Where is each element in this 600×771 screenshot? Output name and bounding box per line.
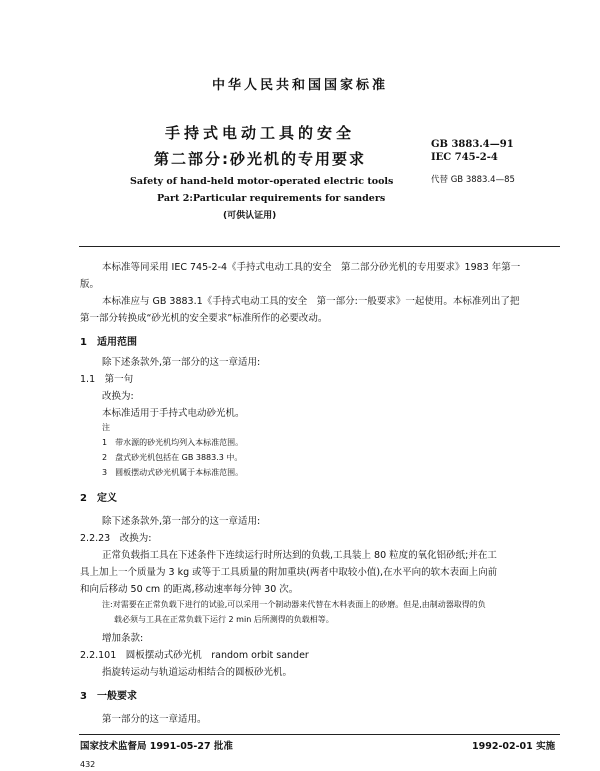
document-title-line2: 第二部分:砂光机的专用要求 [154,150,366,168]
header-divider [79,246,560,247]
note-1: 1 带水源的砂光机均列入本标准范围。 [102,438,244,447]
section2-note-line1: 注:对需要在正常负载下进行的试验,可以采用一个制动器来代替在木料表面上的砂磨。但是,由制动器取得的负 [102,600,486,609]
note-3: 3 圆板摆动式砂光机属于本标准范围。 [102,468,244,477]
approval-note: 国家技术监督局 1991-05-27 批准 [80,741,233,752]
section3-heading: 3 一般要求 [80,691,137,702]
english-title-line1: Safety of hand-held motor-operated electric tools [130,176,394,187]
clause-1-1: 1.1 第一句 [80,374,134,385]
std-code-gb: GB 3883.4—91 [431,139,514,150]
clause-2-2-101-definition: 指旋转运动与轨道运动相结合的圆板砂光机。 [102,667,293,678]
definition-line1: 正常负载指工具在下述条件下连续运行时所达到的负载,工具装上 80 粒度的氧化铝砂纸;并在工 [102,550,497,561]
section3-text: 第一部分的这一章适用。 [102,714,207,725]
english-title-line2: Part 2:Particular requirements for sanders [157,193,386,204]
replaces-standard: 代替 GB 3883.4—85 [431,175,515,185]
added-clauses-label: 增加条款: [102,633,144,644]
std-code-iec: IEC 745-2-4 [431,152,498,163]
document-title-line1: 手持式电动工具的安全 [164,124,355,142]
clause-2-2-23: 2.2.23 改换为: [80,533,152,544]
clause-2-2-101: 2.2.101 圆板摆动式砂光机 random orbit sander [80,650,309,661]
certification-note: (可供认证用) [223,211,277,221]
note-2: 2 盘式砂光机包括在 GB 3883.3 中。 [102,453,243,462]
intro-paragraph2-line1: 本标准应与 GB 3883.1《手持式电动工具的安全 第一部分:一般要求》一起使用。本标准列出了把 [102,296,520,307]
section2-note-line2: 载必须与工具在正常负载下运行 2 min 后所测得的负载相等。 [114,615,334,624]
section1-text: 除下述条款外,第一部分的这一章适用: [102,357,261,368]
intro-paragraph2-line2: 第一部分转换成“砂光机的安全要求”标准所作的必要改动。 [80,313,328,324]
change-to-label: 改换为: [102,391,134,402]
effective-date: 1992-02-01 实施 [472,741,556,752]
footer-divider [79,734,560,735]
section2-heading: 2 定义 [80,493,117,504]
definition-line2: 具上加上一个质量为 3 kg 或等于工具质量的附加重块(两者中取较小值),在水平向的软木表面上向前 [80,567,498,578]
intro-paragraph1-line1: 本标准等同采用 IEC 745-2-4《手持式电动工具的安全 第二部分砂光机的专用要求》1983 年第一 [102,262,521,273]
section1-heading: 1 适用范围 [80,337,137,348]
note-label: 注 [102,423,110,432]
national-standard-heading: 中华人民共和国国家标准 [211,78,388,93]
section2-text: 除下述条款外,第一部分的这一章适用: [102,516,261,527]
scope-text: 本标准适用于手持式电动砂光机。 [102,408,245,419]
definition-line3: 和向后移动 50 cm 的距离,移动速率每分钟 30 次。 [80,584,299,595]
intro-paragraph1-line2: 版。 [80,279,100,290]
page-number: 432 [80,760,96,769]
